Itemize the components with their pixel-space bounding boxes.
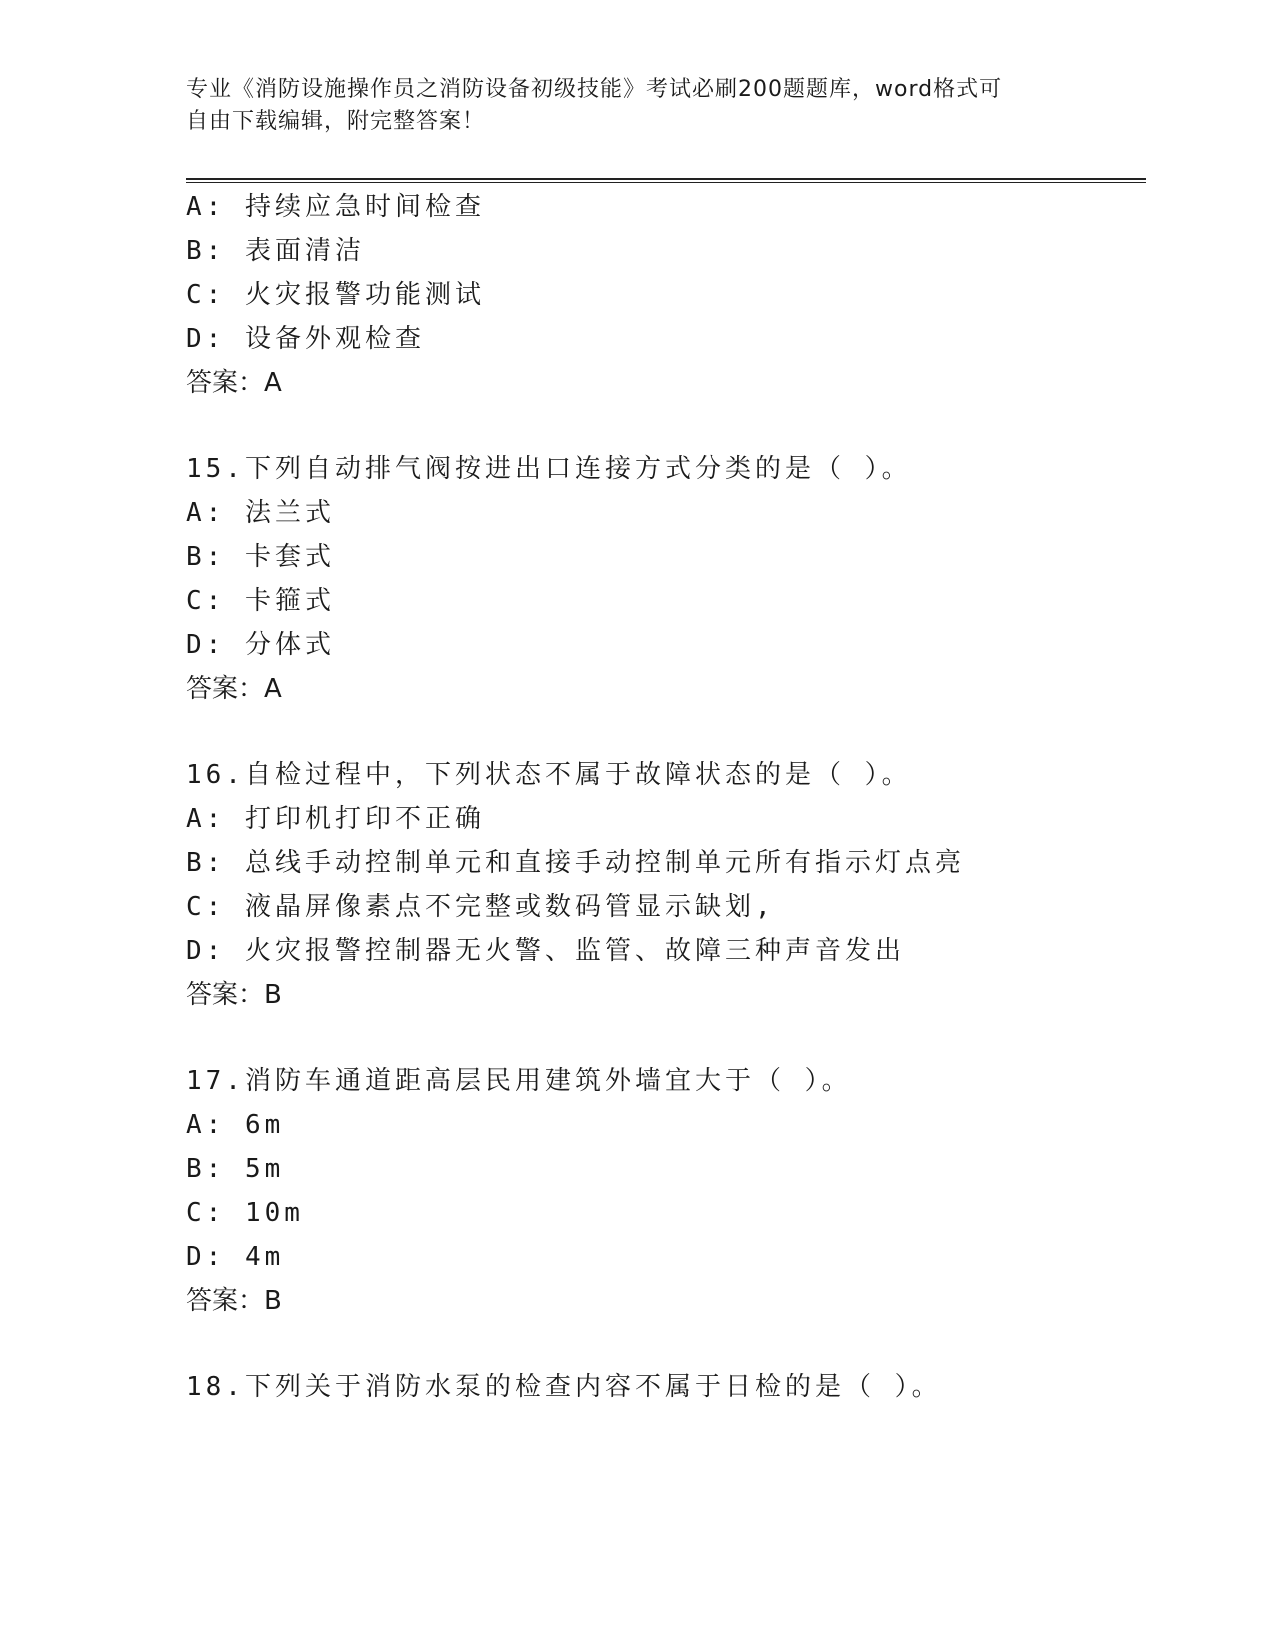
q16-option-b: B: 总线手动控制单元和直接手动控制单元所有指示灯点亮 [186, 848, 965, 878]
q15-option-d: D: 分体式 [186, 630, 335, 660]
q16-question: 16.自检过程中，下列状态不属于故障状态的是（ ）。 [186, 760, 912, 790]
q14-answer: 答案：A [186, 368, 282, 398]
q16-answer: 答案：B [186, 980, 282, 1010]
q16-option-d: D: 火灾报警控制器无火警、监管、故障三种声音发出 [186, 936, 905, 966]
q17-option-c: C: 10m [186, 1198, 304, 1228]
q14-option-c: C: 火灾报警功能测试 [186, 280, 485, 310]
q15-option-a: A: 法兰式 [186, 498, 335, 528]
header-divider-thin [186, 182, 1146, 183]
q14-option-d: D: 设备外观检查 [186, 324, 425, 354]
q15-answer: 答案：A [186, 674, 282, 704]
header-line-2: 自由下载编辑，附完整答案！ [186, 109, 486, 134]
q15-question: 15.下列自动排气阀按进出口连接方式分类的是（ ）。 [186, 454, 912, 484]
q15-option-b: B: 卡套式 [186, 542, 335, 572]
q14-option-a: A: 持续应急时间检查 [186, 192, 485, 222]
q16-option-a: A: 打印机打印不正确 [186, 804, 485, 834]
q16-option-c: C: 液晶屏像素点不完整或数码管显示缺划, [186, 892, 775, 922]
document-header [186, 74, 1066, 138]
q17-option-d: D: 4m [186, 1242, 285, 1272]
q17-answer: 答案：B [186, 1286, 282, 1316]
q14-option-b: B: 表面清洁 [186, 236, 365, 266]
q17-option-a: A: 6m [186, 1110, 285, 1140]
q17-option-b: B: 5m [186, 1154, 285, 1184]
q18-question: 18.下列关于消防水泵的检查内容不属于日检的是（ ）。 [186, 1372, 942, 1402]
q15-option-c: C: 卡箍式 [186, 586, 335, 616]
header-line-1: 专业《消防设施操作员之消防设备初级技能》考试必刷200题题库，word格式可 [186, 77, 1003, 102]
q17-question: 17.消防车通道距高层民用建筑外墙宜大于（ ）。 [186, 1066, 852, 1096]
header-divider-thick [186, 178, 1146, 180]
